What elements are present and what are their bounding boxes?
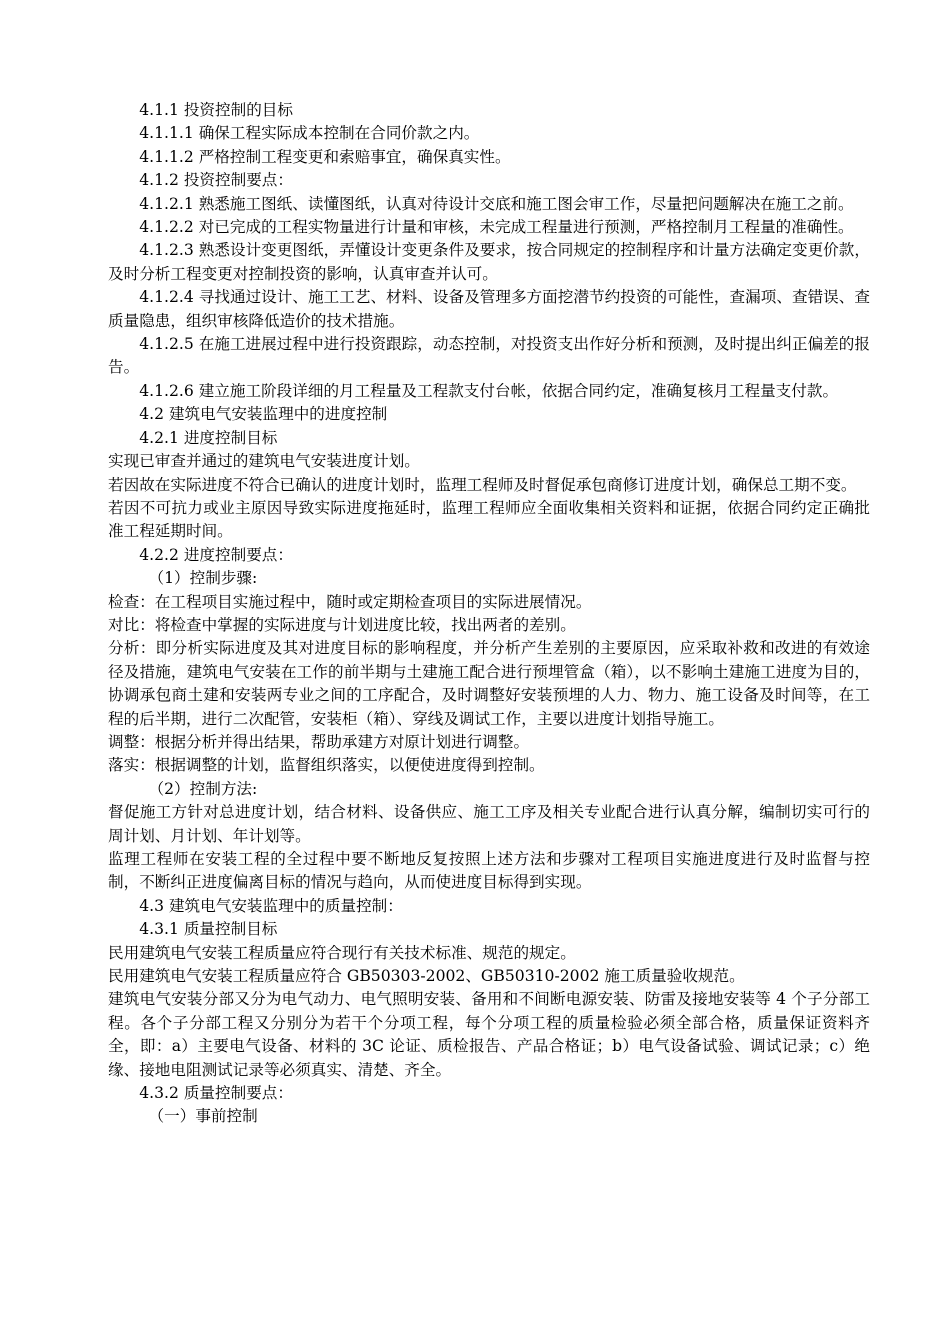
paragraph-4-1-2-1: 4.1.2.1 熟悉施工图纸、读懂图纸，认真对待设计交底和施工图会审工作，尽量把问题解决在施工之前。 — [139, 194, 854, 213]
subheading-control-steps: （1）控制步骤: — [148, 569, 258, 588]
paragraph-4-1-2-6: 4.1.2.6 建立施工阶段详细的月工程量及工程款支付台帐，依据合同约定，准确复核月工程量支付款。 — [139, 381, 839, 400]
paragraph-4-1-2-4: 4.1.2.4 寻找通过设计、施工工艺、材料、设备及管理多方面挖潜节约投资的可能性，查漏项、查错误、查质量隐患，组织审核降低造价的技术措施。 — [108, 288, 870, 330]
paragraph-quality-goal-1: 民用建筑电气安装工程质量应符合现行有关技术标准、规范的规定。 — [108, 943, 576, 962]
heading-4-3-2: 4.3.2 质量控制要点： — [139, 1084, 293, 1103]
heading-4-2-2: 4.2.2 进度控制要点： — [139, 545, 293, 564]
paragraph-adjust: 调整：根据分析并得出结果，帮助承建方对原计划进行调整。 — [108, 732, 530, 751]
heading-4-3-1: 4.3.1 质量控制目标 — [139, 920, 278, 939]
heading-4-1-1: 4.1.1 投资控制的目标 — [139, 101, 293, 119]
paragraph-quality-goal-3: 建筑电气安装分部又分为电气动力、电气照明安装、备用和不间断电源安装、防雷及接地安装等 4 个子分部工程。各个子分部工程又分别分为若干个分项工程，每个分项工程的质量检验必须全部合格，质量保证资料齐全，即：a）主要电气设备、材料的 3C 论证、质检报告、产品合格证；b）电气设备试验、调试记录；c）绝缘、接地电阻测试记录等必须真实、清楚、齐全。 — [108, 990, 870, 1079]
document-body — [108, 99, 870, 1129]
paragraph-check: 检查：在工程项目实施过程中，随时或定期检查项目的实际进展情况。 — [108, 592, 592, 611]
subheading-control-methods: （2）控制方法: — [148, 779, 258, 798]
heading-4-2: 4.2 建筑电气安装监理中的进度控制 — [139, 405, 388, 424]
paragraph-implement: 落实：根据调整的计划，监督组织落实，以便使进度得到控制。 — [108, 756, 545, 775]
paragraph-progress-goal-1: 实现已审查并通过的建筑电气安装进度计划。 — [108, 452, 420, 471]
heading-4-1-2: 4.1.2 投资控制要点： — [139, 171, 293, 190]
paragraph-method-2: 监理工程师在安装工程的全过程中要不断地反复按照上述方法和步骤对工程项目实施进度进行及时监督与控制，不断纠正进度偏离目标的情况与趋向，从而使进度目标得到实现。 — [108, 850, 870, 892]
subheading-pre-control: （一）事前控制 — [148, 1107, 258, 1126]
paragraph-4-1-2-3: 4.1.2.3 熟悉设计变更图纸，弄懂设计变更条件及要求，按合同规定的控制程序和计量方法确定变更价款，及时分析工程变更对控制投资的影响，认真审查并认可。 — [108, 241, 870, 283]
heading-4-3: 4.3 建筑电气安装监理中的质量控制： — [139, 896, 403, 915]
paragraph-4-1-2-2: 4.1.2.2 对已完成的工程实物量进行计量和审核，未完成工程量进行预测，严格控制月工程量的准确性。 — [139, 218, 854, 237]
paragraph-4-1-2-5: 4.1.2.5 在施工进展过程中进行投资跟踪，动态控制，对投资支出作好分析和预测，及时提出纠正偏差的报告。 — [108, 335, 870, 377]
paragraph-compare: 对比：将检查中掌握的实际进度与计划进度比较，找出两者的差别。 — [108, 615, 576, 634]
paragraph-analyze: 分析：即分析实际进度及其对进度目标的影响程度，并分析产生差别的主要原因，应采取补救和改进的有效途径及措施，建筑电气安装在工作的前半期与土建施工配合进行预埋管盒（箱），以不影响土建施工进度为目的，协调承包商土建和安装两专业之间的工序配合，及时调整好安装预埋的人力、物力、施工设备及时间等，在工程的后半期，进行二次配管，安装柜（箱）、穿线及调试工作，主要以进度计划指导施工。 — [108, 639, 870, 728]
paragraph-4-1-1-2: 4.1.1.2 严格控制工程变更和索赔事宜，确保真实性。 — [139, 147, 511, 166]
paragraph-progress-goal-2: 若因故在实际进度不符合已确认的进度计划时，监理工程师及时督促承包商修订进度计划，确保总工期不变。 — [108, 475, 857, 494]
paragraph-method-1: 督促施工方针对总进度计划，结合材料、设备供应、施工工序及相关专业配合进行认真分解，编制切实可行的周计划、月计划、年计划等。 — [108, 803, 870, 845]
heading-4-2-1: 4.2.1 进度控制目标 — [139, 428, 278, 447]
paragraph-4-1-1-1: 4.1.1.1 确保工程实际成本控制在合同价款之内。 — [139, 124, 480, 143]
paragraph-progress-goal-3: 若因不可抗力或业主原因导致实际进度拖延时，监理工程师应全面收集相关资料和证据，依据合同约定正确批准工程延期时间。 — [108, 498, 870, 541]
paragraph-quality-goal-2: 民用建筑电气安装工程质量应符合 GB50303-2002、GB50310-2002 施工质量验收规范。 — [108, 967, 745, 986]
